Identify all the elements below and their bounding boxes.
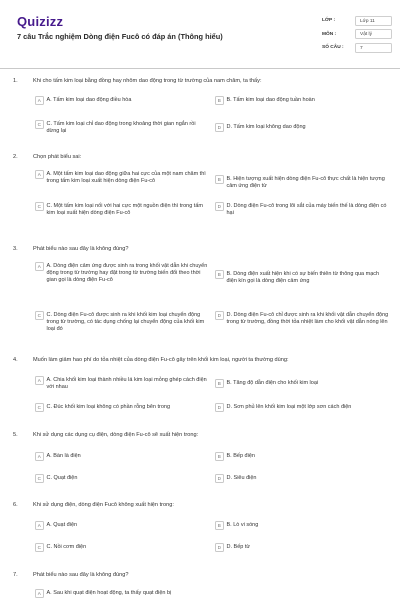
option-text: C. Một tấm kim loại nối với hai cực một nguồn điện thì trong tấm kim loại xuất hiện dòng điện Fu-cô [46,203,203,216]
option-b[interactable] [215,96,389,105]
option-text: C. Nồi cơm điện [46,544,87,550]
option-c[interactable] [35,403,209,412]
option-b[interactable] [215,270,389,285]
meta-label: SỐ CÂU : [322,45,344,51]
option-text: B. Tấm kim loại dao động tuần hoàn [226,97,315,103]
option-letter-badge: C [35,120,44,129]
option-text: D. Dòng điện Fu-cô trong lõi sắt của máy biến thế là dòng điện có hại [226,203,387,216]
option-letter-badge: B [215,96,224,105]
meta-label: LỚP : [322,18,336,24]
question-number: 6. [13,502,18,508]
option-a[interactable] [35,262,209,284]
option-letter-badge: A [35,262,44,271]
option-letter-badge: C [35,543,44,552]
option-letter-badge: D [215,474,224,483]
option-a[interactable] [35,452,209,461]
option-text: C. Dòng điện Fu-cô được sinh ra khi khối kim loại chuyển động trong từ trường, có tác dụng chống lại chuyển động của khối kim loại đó [46,312,205,332]
option-d[interactable] [215,311,389,326]
option-text: A. Sau khi quạt điện hoạt động, ta thấy quạt điện bị [46,590,172,596]
question-text: Chọn phát biểu sai: [33,154,82,160]
option-text: B. Hiện tượng xuất hiện dòng điện Fu-cô thực chất là hiện tượng cảm ứng điện từ [226,176,385,189]
option-letter-badge: C [35,311,44,320]
option-text: B. Dòng điện xuất hiện khi có sự biến thiên từ thông qua mạch điện kín gọi là dòng điện cảm ứng [226,271,380,284]
option-a[interactable] [35,96,209,105]
option-text: D. Bếp từ [226,544,251,550]
option-d[interactable] [215,123,389,132]
option-text: B. Tăng độ dẫn điện cho khối kim loại [226,380,319,386]
option-letter-badge: C [35,403,44,412]
question-number: 1. [13,78,18,84]
option-d[interactable] [215,543,389,552]
option-a[interactable] [35,521,209,530]
worksheet-header [0,0,400,66]
question-text: Phát biểu nào sau đây là không đúng? [33,246,129,252]
option-b[interactable] [215,452,389,461]
meta-value: Lớp 11 [355,16,392,26]
meta-row-subject [322,28,392,42]
option-letter-badge: B [215,452,224,461]
option-d[interactable] [215,403,389,412]
option-letter-badge: A [35,521,44,530]
option-letter-badge: B [215,521,224,530]
option-text: D. Dòng điện Fu-cô chỉ được sinh ra khi khối vật dẫn chuyển động trong từ trường, đồng thời tỏa nhiệt làm cho khối vật dẫn nóng lên [226,312,389,325]
question-text: Khi cho tấm kim loại bằng đồng hay nhôm dao động trong từ trường của nam châm, ta thấy: [33,78,262,84]
option-letter-badge: A [35,376,44,385]
option-text: A. Bàn là điện [46,453,81,459]
question-text: Phát biểu nào sau đây là không đúng? [33,572,129,578]
question-number: 5. [13,432,18,438]
meta-panel [322,14,392,55]
question-number: 3. [13,246,18,252]
meta-label: MÔN : [322,31,337,37]
meta-value: 7 [355,43,392,53]
option-c[interactable] [35,543,209,552]
option-text: C. Tấm kim loại chỉ dao động trong khoảng thời gian ngắn rồi dừng lại [46,121,196,134]
question-number: 4. [13,357,18,363]
option-text: D. Siêu điện [226,475,257,481]
option-text: A. Chia khối kim loại thành nhiều lá kim loại mỏng ghép cách điện với nhau [46,377,207,390]
option-d[interactable] [215,202,389,217]
option-d[interactable] [215,474,389,483]
question-text: Muốn làm giảm hao phí do tỏa nhiệt của dòng điện Fu-cô gây trên khối kim loại, người ta thường dùng: [33,357,289,363]
option-text: A. Tấm kim loại dao động điều hòa [46,97,132,103]
option-a[interactable] [35,170,209,185]
option-text: B. Lò vi sóng [226,522,259,528]
quizizz-logo[interactable]: Quizizz [17,14,64,29]
option-letter-badge: C [35,474,44,483]
option-letter-badge: B [215,175,224,184]
option-text: C. Quạt điện [46,475,78,481]
meta-row-count [322,41,392,55]
option-text: D. Tấm kim loại không dao động [226,124,306,130]
option-c[interactable] [35,202,209,217]
option-c[interactable] [35,120,209,135]
page-title: 7 câu Trắc nghiệm Dòng điện Fucô có đáp án (Thông hiểu) [17,32,223,41]
option-letter-badge: A [35,170,44,179]
option-b[interactable] [215,175,389,190]
option-letter-badge: A [35,589,44,598]
option-text: C. Đúc khối kim loại không có phần rỗng bên trong [46,404,171,410]
header-divider [0,68,400,69]
option-text: A. Quạt điện [46,522,78,528]
question-text: Khi sử dụng điện, dòng điện Fucô không xuất hiện trong: [33,502,174,508]
option-letter-badge: A [35,96,44,105]
option-a[interactable] [35,376,209,391]
option-c[interactable] [35,311,209,333]
question-number: 7. [13,572,18,578]
option-letter-badge: D [215,543,224,552]
option-letter-badge: C [35,202,44,211]
option-b[interactable] [215,521,389,530]
option-text: A. Một tấm kim loại dao động giữa hai cực của một nam châm thì trong tấm kim loại xuất hiện dòng điện Fu-cô [46,171,206,184]
option-text: B. Bếp điện [226,453,255,459]
question-text: Khi sử dụng các dụng cụ điện, dòng điện Fu-cô sẽ xuất hiện trong: [33,432,199,438]
meta-row-class [322,14,392,28]
question-number: 2. [13,154,18,160]
option-letter-badge: B [215,379,224,388]
option-letter-badge: D [215,311,224,320]
option-letter-badge: A [35,452,44,461]
option-c[interactable] [35,474,209,483]
option-letter-badge: B [215,270,224,279]
option-letter-badge: D [215,202,224,211]
option-text: D. Sơn phủ lên khối kim loại một lớp sơn cách điện [226,404,352,410]
option-b[interactable] [215,379,389,388]
meta-value: Vật lý [355,29,392,39]
option-a[interactable] [35,589,209,598]
option-letter-badge: D [215,403,224,412]
option-text: A. Dòng điện cảm ứng được sinh ra trong khối vật dẫn khi chuyển động trong từ trường hay đặt trong từ trường biến đổi theo thời gian gọi là dòng điện Fu-cô [46,263,208,283]
option-letter-badge: D [215,123,224,132]
